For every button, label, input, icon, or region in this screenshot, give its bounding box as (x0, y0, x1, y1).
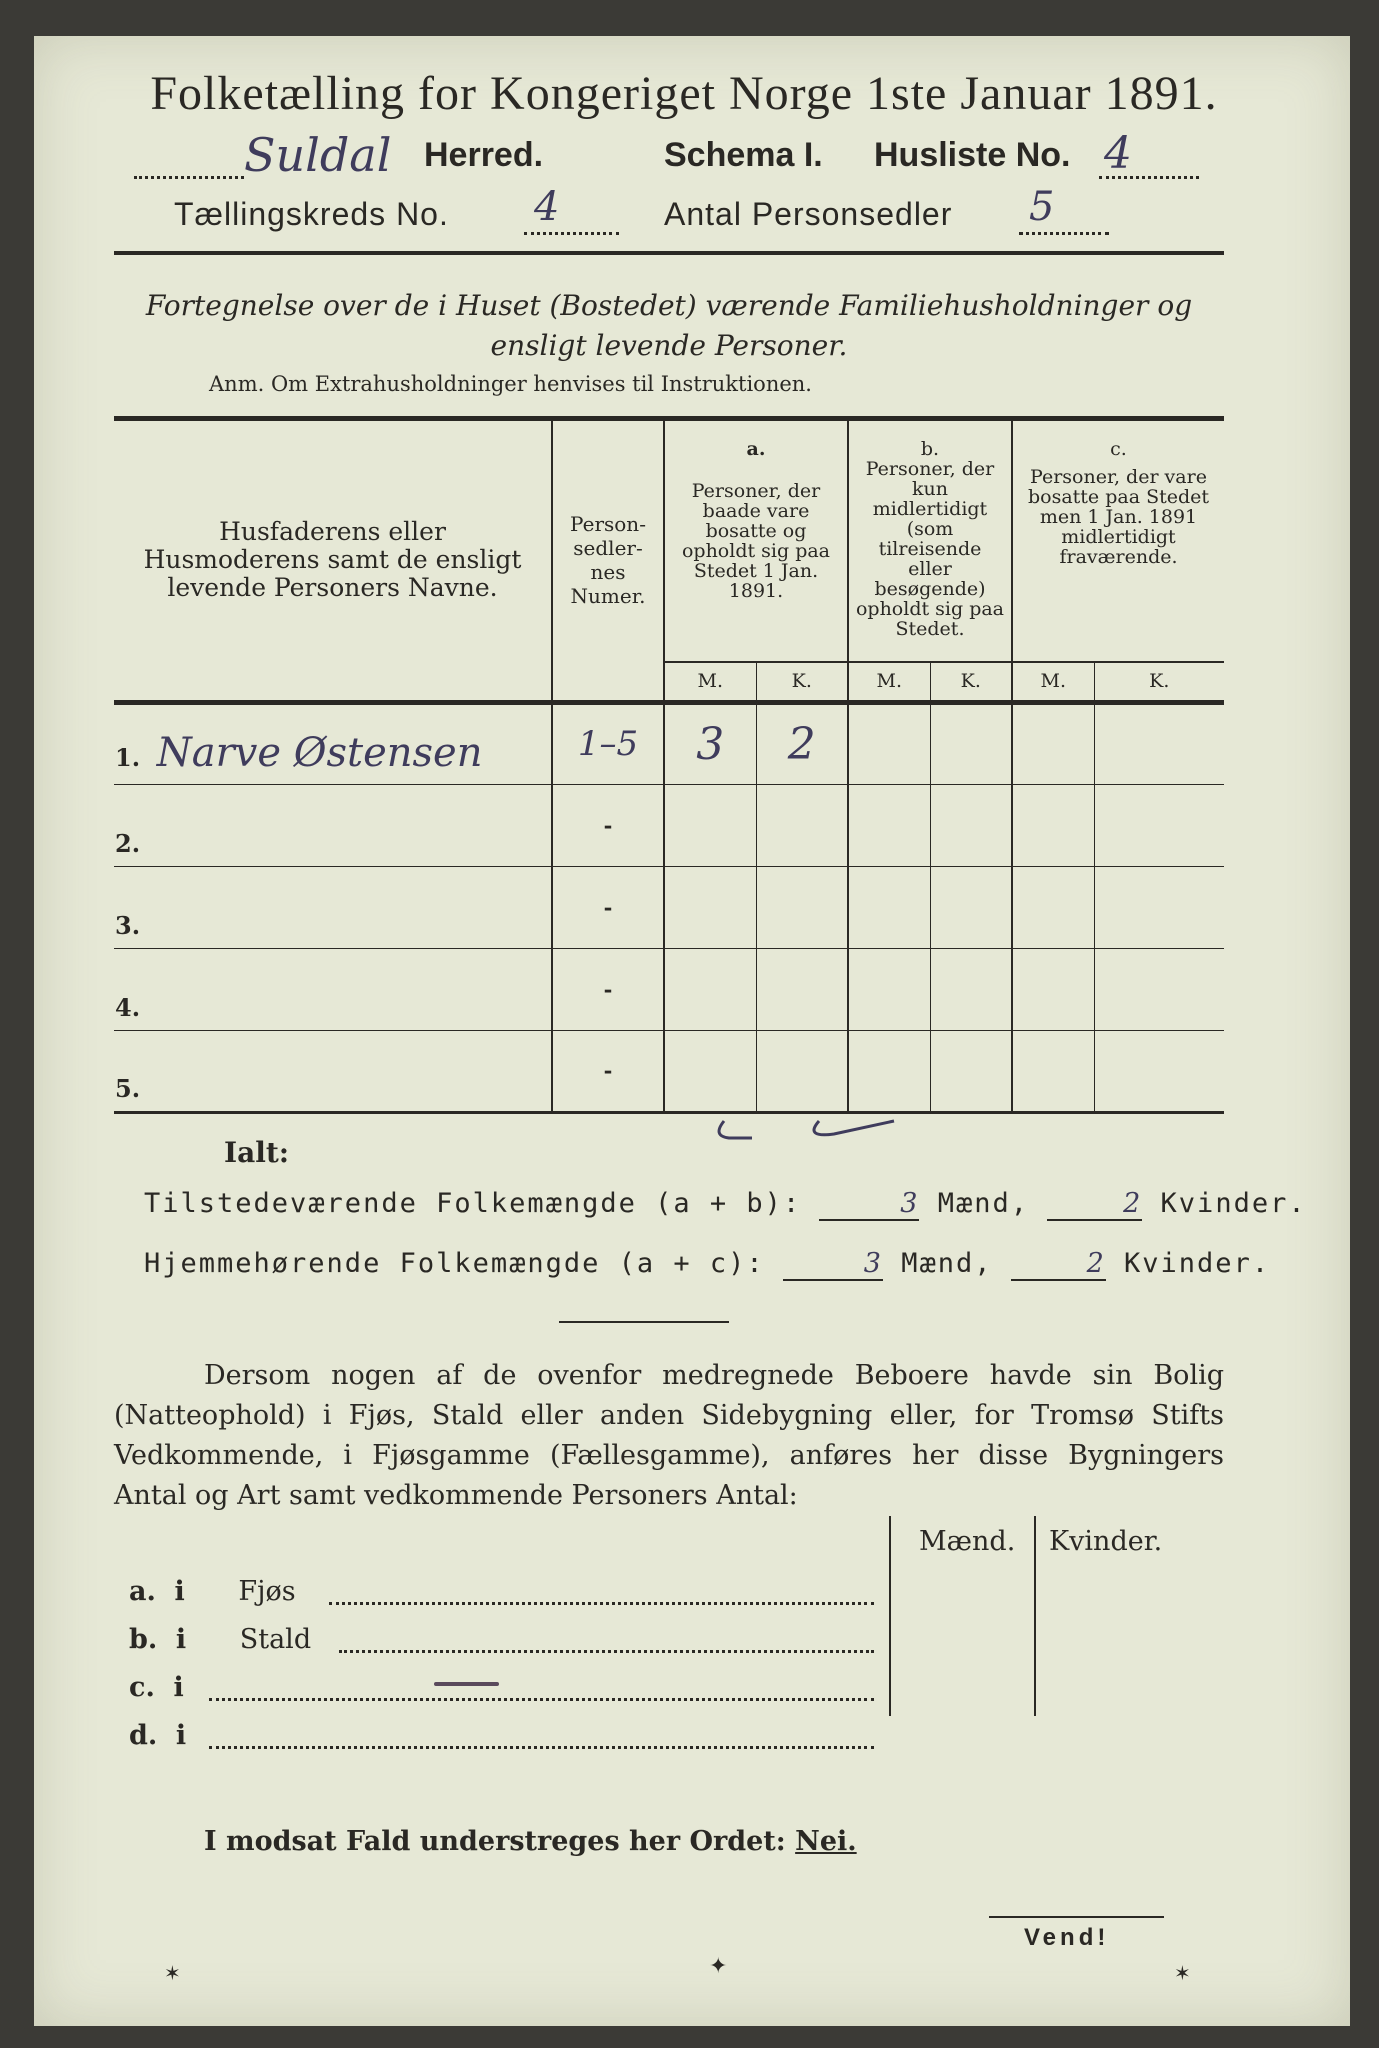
col-b-letter: b. (920, 438, 940, 460)
row-c-m (1012, 784, 1094, 866)
row-b-m (848, 866, 930, 948)
col-c-text: Personer, der vare bosatte paa Stedet men 1 Jan. 1891 midlertidigt fraværende. (1027, 466, 1210, 568)
table-row (114, 866, 1224, 948)
building-i: i (175, 1624, 187, 1655)
row-nummer: 1–5 (552, 702, 664, 784)
row-b-k (930, 866, 1012, 948)
building-dotline (209, 1698, 874, 1701)
row-name-cell (114, 866, 552, 948)
table-row (114, 702, 1224, 784)
row-b-k (930, 702, 1012, 784)
modsat-text: I modsat Fald understreges her Ordet: (204, 1826, 786, 1857)
building-i: i (175, 1720, 187, 1751)
ialt-label: Ialt: (224, 1136, 290, 1169)
row-a-k: 2 (756, 702, 848, 784)
row-name-cell (114, 1030, 552, 1112)
hjemme-kvinder: 2 (1011, 1248, 1106, 1281)
col-a-text: Personer, der baade vare bosatte og opholdt sig paa Stedet 1 Jan. 1891. (681, 480, 831, 602)
row-c-k (1094, 702, 1224, 784)
tilstede-line (144, 1188, 1307, 1221)
row-a-k (756, 948, 848, 1030)
row-a-k (756, 1030, 848, 1112)
section-divider (559, 1321, 729, 1323)
row-number: 5. (115, 1073, 141, 1103)
building-row (129, 1720, 879, 1751)
husliste-value: 4 (1104, 128, 1132, 179)
col-b-k: K. (930, 662, 1012, 702)
schema-label: Schema I. (664, 136, 823, 174)
col-head-a (664, 419, 848, 663)
corner-mark-center: ✦ (709, 1954, 728, 1979)
building-label: Stald (239, 1624, 312, 1655)
row-a-m (664, 948, 756, 1030)
tilstede-kvinder: 2 (1047, 1188, 1142, 1221)
row-number: 1. (115, 742, 141, 772)
col-c-m: M. (1012, 662, 1094, 702)
row-nummer: - (552, 948, 664, 1030)
row-b-m (848, 1030, 930, 1112)
col-a-k: K. (756, 662, 848, 702)
row-a-m (664, 866, 756, 948)
row-c-m (1012, 866, 1094, 948)
herred-value: Suldal (244, 128, 392, 182)
modsat-line (204, 1826, 857, 1857)
row-a-m: 3 (664, 702, 756, 784)
tally-marks (704, 1106, 944, 1156)
building-letter: b. (129, 1624, 158, 1655)
kreds-dotline (524, 232, 619, 235)
row-b-m (848, 702, 930, 784)
row-b-k (930, 948, 1012, 1030)
building-letter: a. (129, 1576, 156, 1607)
row-nummer: - (552, 784, 664, 866)
tilstede-maend-label: Mænd, (937, 1188, 1030, 1219)
hjemme-kvinder-label: Kvinder. (1124, 1248, 1271, 1279)
col-a-m: M. (664, 662, 756, 702)
row-b-m (848, 784, 930, 866)
corner-mark-right: ✶ (1174, 1961, 1191, 1985)
col-head-names: Husfaderens eller Husmoderens samt de ensligt levende Personers Navne. (114, 419, 552, 703)
anm-note: Anm. Om Extrahusholdninger henvises til Instruktionen. (209, 372, 812, 396)
row-a-k (756, 866, 848, 948)
building-i: i (173, 1672, 184, 1703)
row-nummer: - (552, 1030, 664, 1112)
row-name: Narve Østensen (156, 729, 483, 776)
row-number: 4. (115, 992, 141, 1022)
header-rule (114, 251, 1224, 255)
tilstede-label: Tilstedeværende Folkemængde (a + b): (144, 1188, 802, 1219)
tilstede-kvinder-label: Kvinder. (1160, 1188, 1307, 1219)
herred-label: Herred. (424, 136, 544, 174)
row-c-m (1012, 1030, 1094, 1112)
building-row (129, 1624, 879, 1655)
row-b-m (848, 948, 930, 1030)
building-label: Fjøs (238, 1576, 296, 1607)
col-head-c (1012, 419, 1224, 663)
building-row (129, 1576, 879, 1607)
nei-word: Nei. (795, 1826, 857, 1857)
census-form (34, 36, 1350, 2026)
row-b-k (930, 1030, 1012, 1112)
building-letter: c. (129, 1672, 155, 1703)
vend-rule (989, 1916, 1164, 1918)
hjemme-line (144, 1248, 1270, 1281)
herred-dotline (134, 176, 244, 179)
vend-label: Vend! (1024, 1924, 1110, 1951)
intro-text: Fortegnelse over de i Huset (Bostedet) værende Familiehusholdninger og ensligt levende Personer. (145, 289, 1193, 362)
kreds-label: Tællingskreds No. (174, 196, 449, 232)
row-a-m (664, 1030, 756, 1112)
hjemme-label: Hjemmehørende Folkemængde (a + c): (144, 1248, 765, 1279)
building-dotline (339, 1650, 874, 1653)
row-a-k (756, 784, 848, 866)
building-row (129, 1672, 879, 1703)
tilstede-maend: 3 (819, 1188, 919, 1221)
sedler-value: 5 (1029, 184, 1055, 230)
hjemme-maend-label: Mænd, (901, 1248, 993, 1279)
corner-mark-left: ✶ (164, 1961, 181, 1985)
building-i: i (174, 1576, 185, 1607)
table-row (114, 784, 1224, 866)
row-name-cell (114, 784, 552, 866)
row-c-k (1094, 1030, 1224, 1112)
bolig-paragraph: Dersom nogen af de ovenfor medregnede Beboere havde sin Bolig (Natteophold) i Fjøs, Stald eller anden Sidebygning eller, for Tromsø Stifts Vedkommende, i Fjøsgamme (Fællesgamme), anføres her disse Bygningers Antal og Art samt vedkommende Personers Antal: (114, 1360, 1224, 1511)
household-table (114, 416, 1224, 1114)
buildings-maend-head: Mænd. (919, 1526, 1016, 1557)
row-c-k (1094, 948, 1224, 1030)
table-row (114, 948, 1224, 1030)
building-letter: d. (129, 1720, 158, 1751)
row-a-m (664, 784, 756, 866)
col-c-k: K. (1149, 670, 1170, 693)
row-name-cell (114, 948, 552, 1030)
hjemme-maend: 3 (783, 1248, 883, 1281)
buildings-col-divider-1 (889, 1516, 891, 1716)
buildings-col-divider-2 (1034, 1516, 1036, 1716)
kreds-value: 4 (534, 184, 560, 230)
row-number: 3. (115, 910, 141, 940)
row-c-k (1094, 784, 1224, 866)
col-b-m: M. (848, 662, 930, 702)
col-b-text: Personer, der kun midlertidigt (som tilreisende eller besøgende) opholdt sig paa Stedet. (855, 458, 1005, 640)
form-title: Folketælling for Kongeriget Norge 1ste Januar 1891. (150, 67, 1218, 120)
sedler-dotline (1019, 232, 1109, 235)
col-c-letter: c. (1110, 438, 1127, 460)
sedler-label: Antal Personsedler (664, 196, 953, 232)
row-number: 2. (115, 828, 141, 858)
row-c-m (1012, 702, 1094, 784)
col-head-b (848, 419, 1012, 663)
row-b-k (930, 784, 1012, 866)
ink-stroke (434, 1682, 499, 1686)
row-nummer: - (552, 866, 664, 948)
husliste-dotline (1099, 176, 1199, 179)
building-dotline (209, 1746, 874, 1749)
row-c-m (1012, 948, 1094, 1030)
buildings-kvinder-head: Kvinder. (1049, 1526, 1163, 1557)
col-a-letter: a. (746, 438, 766, 460)
building-dotline (329, 1602, 874, 1605)
row-name-cell (114, 702, 552, 784)
row-c-k (1094, 866, 1224, 948)
husliste-label: Husliste No. (874, 136, 1071, 174)
col-head-nummer: Person-sedler-nes Numer. (552, 419, 664, 703)
table-row (114, 1030, 1224, 1112)
